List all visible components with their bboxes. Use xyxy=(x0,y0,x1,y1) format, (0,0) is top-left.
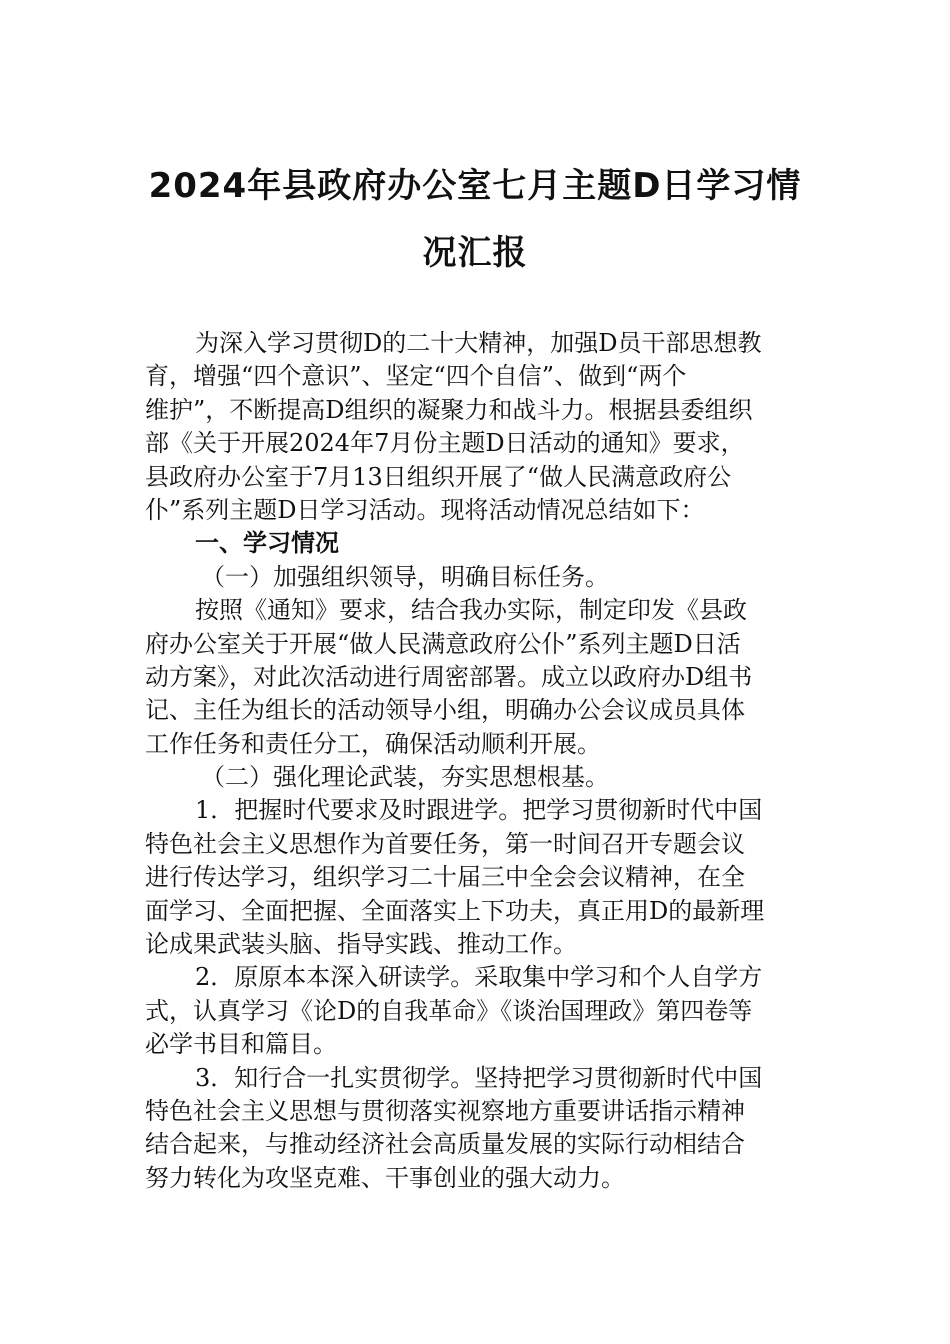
body-line: 结合起来，与推动经济社会高质量发展的实际行动相结合 xyxy=(145,1130,745,1159)
body-line: 进行传达学习，组织学习二十届三中全会会议精神，在全 xyxy=(145,863,745,892)
body-line: 1．把握时代要求及时跟进学。把学习贯彻新时代中国 xyxy=(195,796,763,825)
body-line: 府办公室关于开展“做人民满意政府公仆”系列主题D日活 xyxy=(145,629,741,658)
body-line: 县政府办公室于7月13日组织开展了“做人民满意政府公 xyxy=(145,462,732,491)
body-line: 仆”系列主题D日学习活动。现将活动情况总结如下： xyxy=(145,495,705,524)
body-line: 面学习、全面把握、全面落实上下功夫，真正用D的最新理 xyxy=(145,896,765,925)
body-line: 努力转化为攻坚克难、干事创业的强大动力。 xyxy=(145,1163,625,1192)
body-line: 2．原原本本深入研读学。采取集中学习和个人自学方 xyxy=(195,963,763,992)
body-line: 维护”，不断提高D组织的凝聚力和战斗力。根据县委组织 xyxy=(145,395,753,424)
body-line: 按照《通知》要求，结合我办实际，制定印发《县政 xyxy=(195,596,747,625)
body-line: 记、主任为组长的活动领导小组，明确办公会议成员具体 xyxy=(145,696,745,725)
body-line: 工作任务和责任分工，确保活动顺利开展。 xyxy=(145,729,601,758)
body-line: 特色社会主义思想作为首要任务，第一时间召开专题会议 xyxy=(145,829,745,858)
document-title-line-1: 2024年县政府办公室七月主题D日学习情 xyxy=(148,166,802,206)
body-line: 特色社会主义思想与贯彻落实视察地方重要讲话指示精神 xyxy=(145,1096,745,1125)
body-line: 动方案》，对此次活动进行周密部署。成立以政府办D组书 xyxy=(145,662,753,691)
body-line: 论成果武装头脑、指导实践、推动工作。 xyxy=(145,930,577,959)
document-body xyxy=(145,327,815,1195)
subsection-heading: （二）强化理论武装，夯实思想根基。 xyxy=(201,763,609,792)
document-title-line-2: 况汇报 xyxy=(422,233,528,273)
section-heading: 一、学习情况 xyxy=(195,529,339,558)
body-line: 必学书目和篇目。 xyxy=(145,1030,337,1059)
body-line: 式，认真学习《论D的自我革命》《谈治国理政》第四卷等 xyxy=(145,996,753,1025)
body-line: 3．知行合一扎实贯彻学。坚持把学习贯彻新时代中国 xyxy=(195,1063,763,1092)
subsection-heading: （一）加强组织领导，明确目标任务。 xyxy=(201,562,609,591)
body-line: 部《关于开展2024年7月份主题D日活动的通知》要求， xyxy=(145,429,745,458)
body-line: 为深入学习贯彻D的二十大精神，加强D员干部思想教 xyxy=(195,329,762,357)
body-line: 育，增强“四个意识”、坚定“四个自信”、做到“两个 xyxy=(145,362,687,391)
